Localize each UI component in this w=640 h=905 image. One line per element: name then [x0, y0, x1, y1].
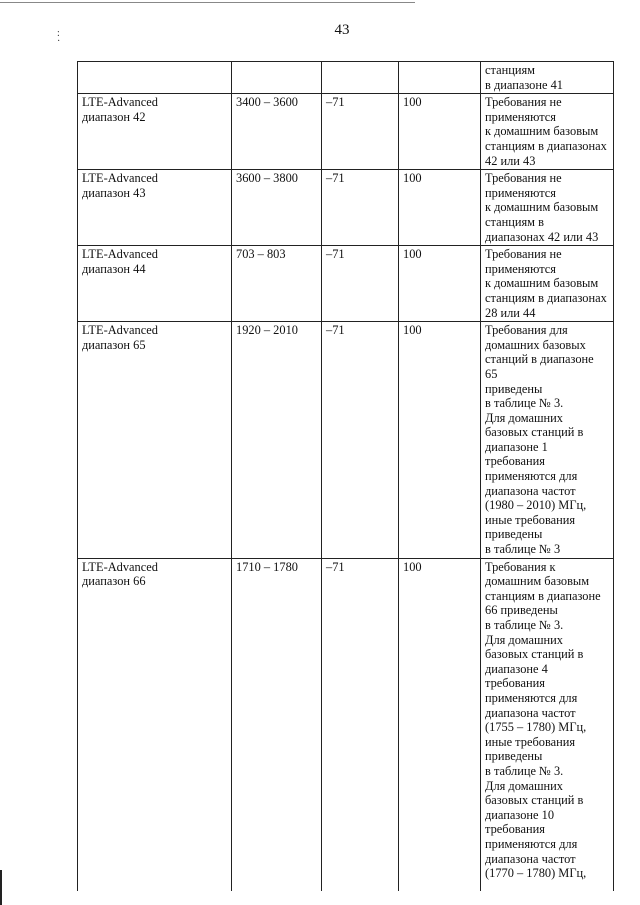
scan-artifact-mark: : ·: [57, 28, 61, 47]
band-name-cell: LTE-Advanced диапазон 42: [78, 94, 232, 170]
value-cell: 100: [399, 246, 481, 322]
note-cell: Требования не применяются к домашним базовым станциям в диапазонах 42 или 43: [481, 170, 614, 246]
note-cell: Требования не применяются к домашним базовым станциям в диапазонах 28 или 44: [481, 246, 614, 322]
note-cell: Требования не применяются к домашним базовым станциям в диапазонах 42 или 43: [481, 94, 614, 170]
value-cell: 100: [399, 170, 481, 246]
band-name-cell: LTE-Advanced диапазон 65: [78, 322, 232, 559]
table-row: [78, 62, 614, 94]
level-cell: –71: [322, 558, 399, 891]
frequency-range-cell: [232, 62, 322, 94]
frequency-range-cell: 1710 – 1780: [232, 558, 322, 891]
band-name-cell: LTE-Advanced диапазон 43: [78, 170, 232, 246]
band-name-cell: LTE-Advanced диапазон 44: [78, 246, 232, 322]
level-cell: –71: [322, 170, 399, 246]
table-row: [78, 322, 614, 559]
page-number: 43: [334, 22, 350, 38]
level-cell: –71: [322, 322, 399, 559]
value-cell: 100: [399, 322, 481, 559]
band-name-cell: LTE-Advanced диапазон 66: [78, 558, 232, 891]
page-left-edge-mark: [0, 870, 2, 905]
level-cell: [322, 62, 399, 94]
value-cell: [399, 62, 481, 94]
table-row: [78, 94, 614, 170]
table-row: [78, 170, 614, 246]
level-cell: –71: [322, 246, 399, 322]
note-cell: станциям в диапазоне 41: [481, 62, 614, 94]
table-row: [78, 558, 614, 891]
frequency-range-cell: 1920 – 2010: [232, 322, 322, 559]
value-cell: 100: [399, 94, 481, 170]
band-name-cell: [78, 62, 232, 94]
value-cell: 100: [399, 558, 481, 891]
frequency-range-cell: 3400 – 3600: [232, 94, 322, 170]
frequency-range-cell: 3600 – 3800: [232, 170, 322, 246]
table-row: [78, 246, 614, 322]
page-top-edge-line: [0, 2, 415, 3]
frequency-range-cell: 703 – 803: [232, 246, 322, 322]
note-cell: Требования к домашним базовым станциям в диапазоне 66 приведены в таблице № 3. Для домашних базовых станций в диапазоне 4 требования применяются для диапазона частот (1755 – 1780) МГц, иные требования приведены в таблице № 3. Для домашних базовых станций в диапазоне 10 требования применяются для диапазона частот (1770 – 1780) МГц,: [481, 558, 614, 891]
level-cell: –71: [322, 94, 399, 170]
frequency-requirements-table: [77, 61, 614, 891]
note-cell: Требования для домашних базовых станций в диапазоне 65 приведены в таблице № 3. Для домашних базовых станций в диапазоне 1 требования применяются для диапазона частот (1980 – 2010) МГц, иные требования приведены в таблице № 3: [481, 322, 614, 559]
